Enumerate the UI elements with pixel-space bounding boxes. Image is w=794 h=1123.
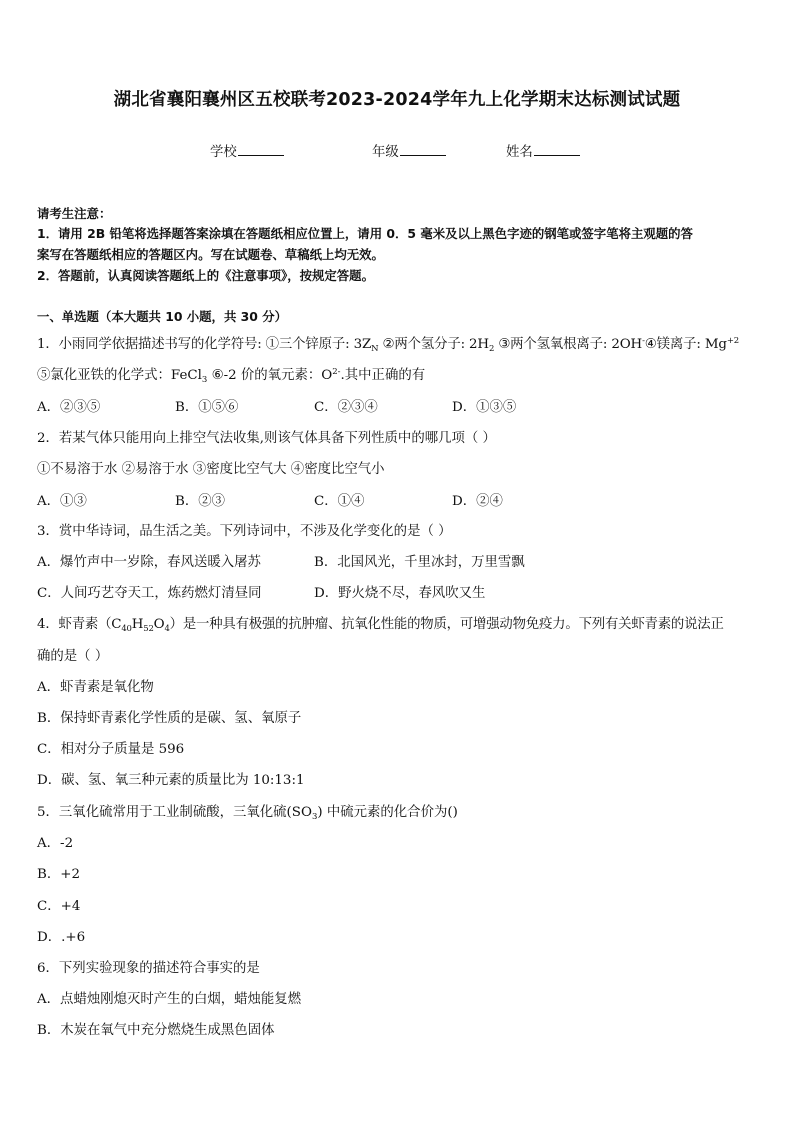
q1-text-d: ④镁离子: Mg	[644, 337, 727, 352]
q4-option-b: B．保持虾青素化学性质的是碳、氢、氧原子	[37, 711, 302, 726]
q1-line2-c: .其中正确的有	[340, 368, 426, 383]
q1-option-c: C．②③④	[314, 400, 378, 415]
notice-item2: 2．答题前，认真阅读答题纸上的《注意事项》，按规定答题。	[37, 268, 374, 283]
q3-text: 3．赏中华诗词，品生活之美。下列诗词中，不涉及化学变化的是（ ）	[37, 524, 452, 539]
name-blank	[534, 144, 580, 156]
q1-sup-plus2: +2	[726, 336, 740, 346]
q1-option-d: D．①③⑤	[452, 400, 517, 415]
q3-option-c: C．人间巧艺夺天工，炼药燃灯清昼同	[37, 586, 262, 601]
q1-text-a: 1．小雨同学依据描述书写的化学符号: ①三个锌原子: 3Z	[37, 337, 372, 352]
q4-text-a: 4．虾青素（C	[37, 617, 122, 632]
q2-option-b: B．②③	[175, 494, 226, 509]
q1-text	[37, 333, 739, 352]
q5-text	[37, 801, 458, 820]
school-label: 学校	[210, 145, 237, 160]
q2-option-c: C．①④	[314, 494, 365, 509]
q5-option-a: A．-2	[37, 836, 74, 851]
name-label: 姓名	[506, 145, 533, 160]
q3-option-a: A．爆竹声中一岁除，春风送暖入屠苏	[37, 555, 261, 570]
grade-blank	[400, 144, 446, 156]
q1-option-b: B．①⑤⑥	[175, 400, 239, 415]
q4-sub-40: 40	[121, 624, 132, 634]
q3-option-d: D．野火烧不尽，春风吹又生	[314, 586, 486, 601]
page-title: 湖北省襄阳襄州区五校联考2023-2024学年九上化学期末达标测试试题	[113, 90, 681, 110]
notice-item1-line2: 案写在答题纸相应的答题区内。写在试题卷、草稿纸上均无效。	[37, 247, 384, 262]
q4-option-d: D．碳、氢、氧三种元素的质量比为 10:13:1	[37, 773, 305, 788]
q2-properties: ①不易溶于水 ②易溶于水 ③密度比空气大 ④密度比空气小	[37, 462, 385, 477]
q5-sub-3: 3	[311, 812, 318, 822]
q4-text-c: O	[153, 617, 165, 632]
grade-field	[372, 141, 446, 160]
section-heading: 一、单选题（本大题共 10 小题，共 30 分）	[37, 309, 287, 324]
notice-heading: 请考生注意：	[37, 206, 112, 221]
q1-line2-a: ⑤氯化亚铁的化学式：FeCl	[37, 368, 202, 383]
q5-option-c: C．+4	[37, 899, 81, 914]
q1-text-c: ③两个氢氧根离子: 2OH	[494, 337, 643, 352]
q1-line2-b: ⑥-2 价的氧元素：O	[207, 368, 333, 383]
notice-item1-line1: 1．请用 2B 铅笔将选择题答案涂填在答题纸相应位置上，请用 0．5 毫米及以上黑色字迹的钢笔或签字笔将主观题的答	[37, 226, 693, 241]
q1-sub-2: 2	[488, 344, 495, 354]
q1-sup-minus: -	[642, 336, 645, 346]
q1-sub-3: 3	[201, 375, 208, 385]
q4-sub-52: 52	[143, 624, 154, 634]
name-field	[506, 141, 580, 160]
q6-text: 6．下列实验现象的描述符合事实的是	[37, 961, 260, 976]
q2-text: 2．若某气体只能用向上排空气法收集,则该气体具备下列性质中的哪几项（ ）	[37, 431, 496, 446]
q4-line2: 确的是（ ）	[37, 649, 109, 664]
q1-line2	[37, 364, 425, 383]
q5-text-a: 5．三氧化硫常用于工业制硫酸，三氧化硫(SO	[37, 805, 312, 820]
q2-option-a: A．①③	[37, 494, 87, 509]
school-field	[210, 141, 284, 160]
q4-option-a: A．虾青素是氧化物	[37, 680, 154, 695]
q1-sub-n: N	[371, 344, 379, 354]
grade-label: 年级	[372, 145, 399, 160]
q1-text-b: ②两个氢分子: 2H	[378, 337, 489, 352]
q3-option-b: B．北国风光，千里冰封，万里雪飘	[314, 555, 525, 570]
q6-option-a: A．点蜡烛刚熄灭时产生的白烟，蜡烛能复燃	[37, 992, 302, 1007]
q4-text	[37, 613, 724, 632]
school-blank	[238, 144, 284, 156]
q2-option-d: D．②④	[452, 494, 503, 509]
q1-option-a: A．②③⑤	[37, 400, 101, 415]
q4-sub-4: 4	[164, 624, 170, 634]
q4-text-d: ）是一种具有极强的抗肿瘤、抗氧化性能的物质，可增强动物免疫力。下列有关虾青素的说法正	[169, 617, 724, 632]
q1-sup-2minus: 2-	[332, 367, 341, 377]
q5-option-d: D．.+6	[37, 930, 86, 945]
q5-option-b: B．+2	[37, 867, 80, 882]
q6-option-b: B．木炭在氧气中充分燃烧生成黑色固体	[37, 1023, 275, 1038]
q4-text-b: H	[131, 617, 144, 632]
q5-text-b: ) 中硫元素的化合价为()	[317, 805, 458, 820]
q4-option-c: C．相对分子质量是 596	[37, 742, 185, 757]
